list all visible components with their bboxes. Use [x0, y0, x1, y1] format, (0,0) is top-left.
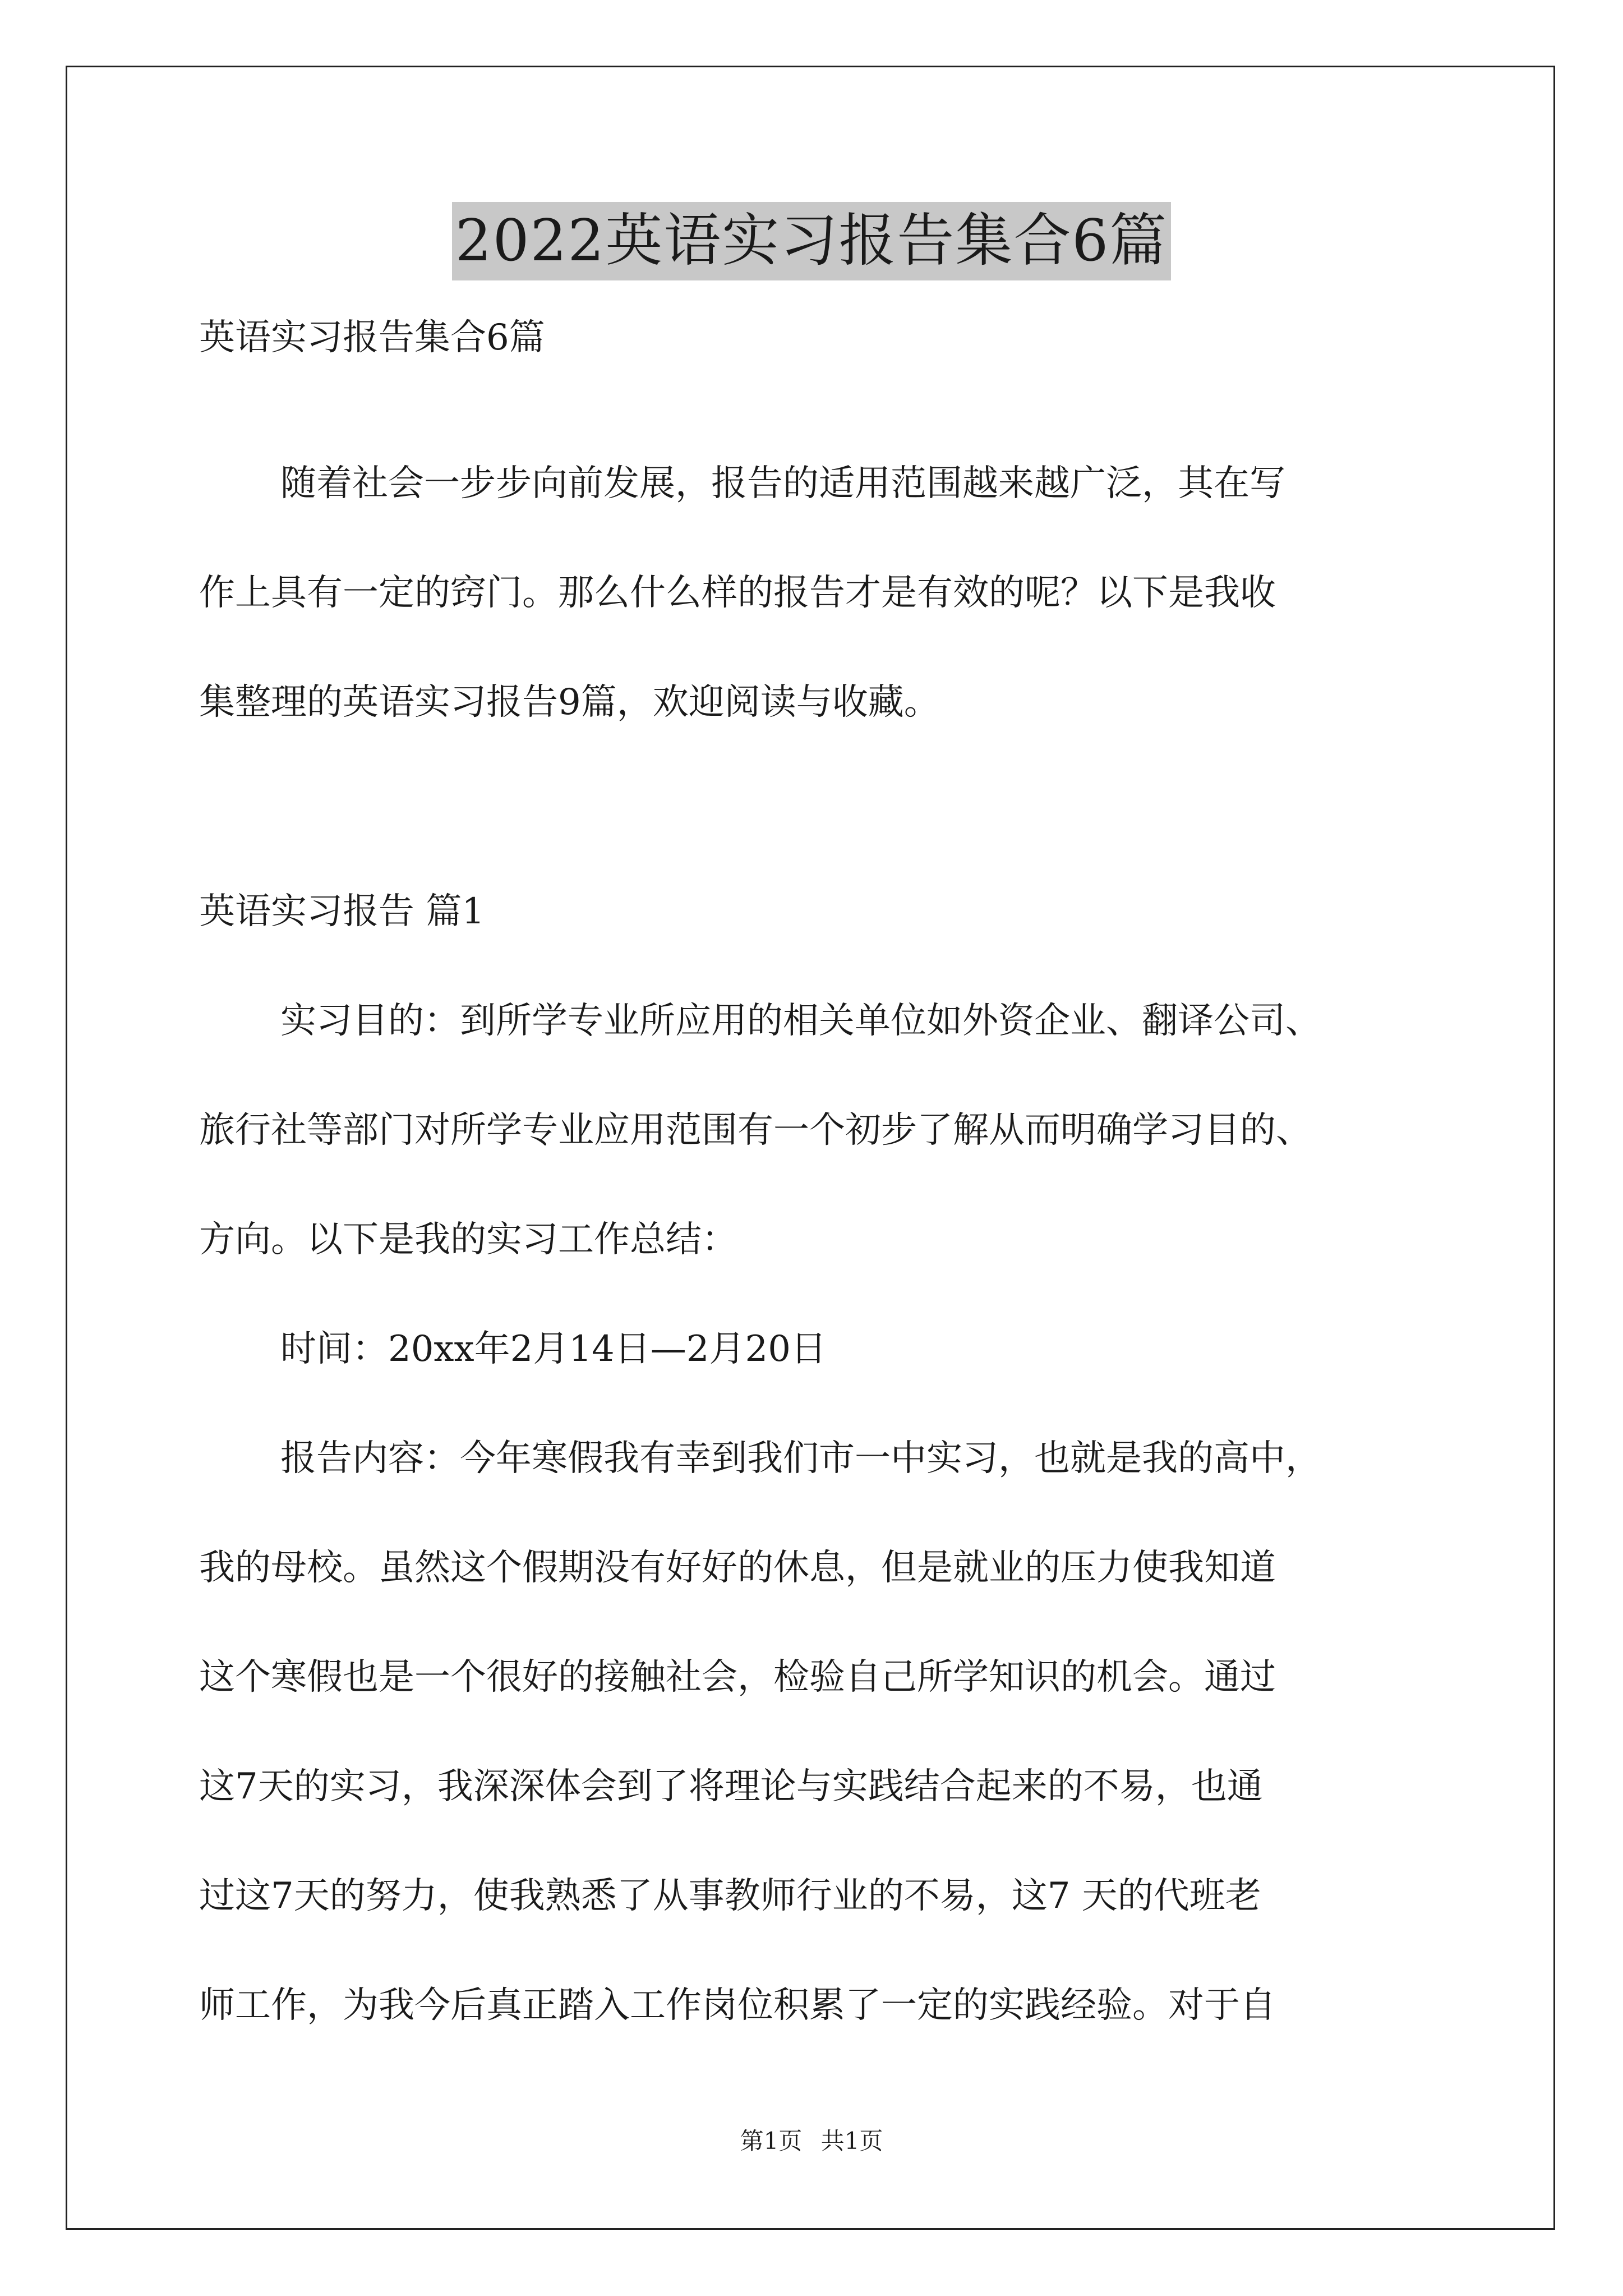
paragraph-line: 方向。以下是我的实习工作总结：	[199, 1219, 737, 1260]
document-title: 2022英语实习报告集合6篇	[452, 202, 1171, 280]
paragraph-line: 报告内容：今年寒假我有幸到我们市一中实习，也就是我的高中，	[280, 1438, 1321, 1479]
title-container	[0, 202, 1623, 280]
page-footer	[0, 2124, 1623, 2158]
paragraph-line: 作上具有一定的窍门。那么什么样的报告才是有效的呢？以下是我收	[199, 572, 1276, 614]
paragraph-line: 实习目的：到所学专业所应用的相关单位如外资企业、翻译公司、	[280, 1000, 1321, 1042]
paragraph-line: 旅行社等部门对所学专业应用范围有一个初步了解从而明确学习目的、	[199, 1110, 1312, 1151]
paragraph-line: 过这7天的努力，使我熟悉了从事教师行业的不易，这7 天的代班老	[199, 1875, 1261, 1917]
paragraph-line: 随着社会一步步向前发展，报告的适用范围越来越广泛，其在写	[280, 463, 1285, 504]
paragraph-line: 我的母校。虽然这个假期没有好好的休息，但是就业的压力使我知道	[199, 1547, 1276, 1589]
paragraph-line: 时间：20xx年2月14日—2月20日	[280, 1328, 827, 1370]
paragraph-line: 师工作，为我今后真正踏入工作岗位积累了一定的实践经验。对于自	[199, 1985, 1276, 2026]
section-heading: 英语实习报告 篇1	[199, 891, 485, 932]
page-number: 第1页	[740, 2127, 803, 2155]
paragraph-line: 这个寒假也是一个很好的接触社会，检验自己所学知识的机会。通过	[199, 1657, 1276, 1698]
subtitle-line: 英语实习报告集合6篇	[199, 317, 545, 358]
paragraph-line: 集整理的英语实习报告9篇，欢迎阅读与收藏。	[199, 682, 940, 723]
paragraph-line: 这7天的实习，我深深体会到了将理论与实践结合起来的不易，也通	[199, 1766, 1263, 1807]
page-total: 共1页	[820, 2127, 883, 2155]
